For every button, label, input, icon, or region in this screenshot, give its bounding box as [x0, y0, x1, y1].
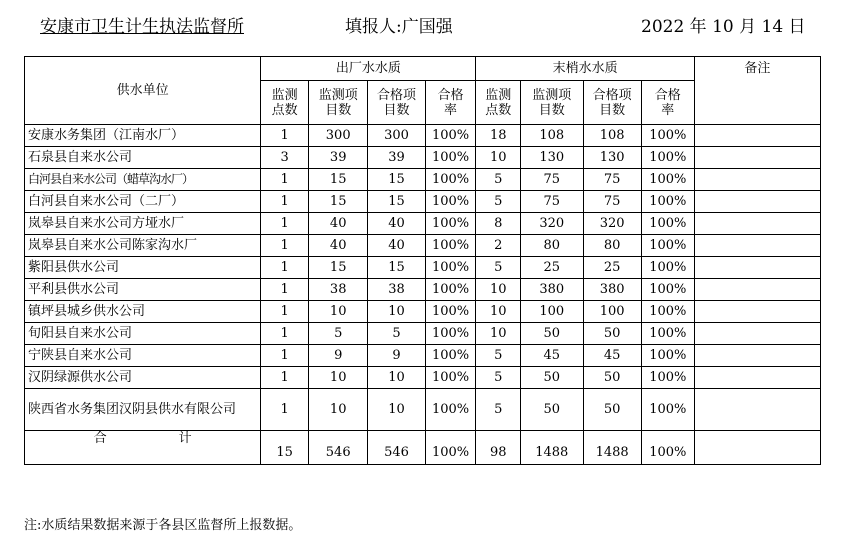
cell-outlet-points: 1: [261, 389, 309, 431]
cell-terminal-items: 45: [520, 345, 583, 367]
cell-terminal-rate: 100%: [641, 389, 694, 431]
sub-header-items: 监测项 目数: [520, 81, 583, 125]
col-header-remark: 备注: [694, 57, 820, 125]
cell-outlet-items: 10: [309, 301, 368, 323]
cell-terminal-rate: 100%: [641, 169, 694, 191]
cell-outlet-qualified: 9: [368, 345, 425, 367]
table-row: [25, 389, 821, 431]
table-row: [25, 301, 821, 323]
cell-outlet-items: 10: [309, 367, 368, 389]
cell-unit: 岚皋县自来水公司方垭水厂: [25, 213, 261, 235]
total-terminal-items: 1488: [520, 431, 583, 465]
cell-remark: [694, 125, 820, 147]
group-header-terminal: 末梢水水质: [476, 57, 694, 81]
sub-header-qualified: 合格项 目数: [368, 81, 425, 125]
total-outlet-points: 15: [261, 431, 309, 465]
cell-outlet-items: 300: [309, 125, 368, 147]
cell-outlet-rate: 100%: [425, 367, 476, 389]
table-row: [25, 169, 821, 191]
cell-unit: 宁陕县自来水公司: [25, 345, 261, 367]
cell-remark: [694, 235, 820, 257]
cell-unit: 白河县自来水公司（蜡草沟水厂）: [25, 169, 261, 191]
cell-terminal-points: 10: [476, 147, 521, 169]
cell-terminal-qualified: 50: [583, 323, 641, 345]
cell-outlet-points: 1: [261, 213, 309, 235]
sub-header-points: 监测 点数: [476, 81, 521, 125]
cell-terminal-items: 100: [520, 301, 583, 323]
cell-outlet-qualified: 10: [368, 367, 425, 389]
table-row: [25, 235, 821, 257]
cell-terminal-qualified: 100: [583, 301, 641, 323]
table-row: [25, 213, 821, 235]
cell-unit: 紫阳县供水公司: [25, 257, 261, 279]
cell-outlet-rate: 100%: [425, 147, 476, 169]
cell-unit: 安康水务集团（江南水厂）: [25, 125, 261, 147]
cell-terminal-points: 8: [476, 213, 521, 235]
cell-terminal-qualified: 380: [583, 279, 641, 301]
cell-terminal-items: 50: [520, 367, 583, 389]
cell-terminal-points: 5: [476, 257, 521, 279]
cell-terminal-points: 18: [476, 125, 521, 147]
cell-remark: [694, 323, 820, 345]
cell-terminal-rate: 100%: [641, 191, 694, 213]
group-header-outlet: 出厂水水质: [261, 57, 476, 81]
sub-header-rate: 合格 率: [641, 81, 694, 125]
cell-terminal-items: 75: [520, 169, 583, 191]
total-outlet-rate: 100%: [425, 431, 476, 465]
cell-terminal-rate: 100%: [641, 147, 694, 169]
cell-outlet-rate: 100%: [425, 169, 476, 191]
cell-terminal-qualified: 75: [583, 191, 641, 213]
cell-outlet-items: 40: [309, 213, 368, 235]
cell-terminal-rate: 100%: [641, 235, 694, 257]
cell-remark: [694, 367, 820, 389]
cell-remark: [694, 345, 820, 367]
cell-outlet-points: 1: [261, 345, 309, 367]
cell-outlet-qualified: 10: [368, 301, 425, 323]
cell-unit: 白河县自来水公司（二厂）: [25, 191, 261, 213]
total-terminal-rate: 100%: [641, 431, 694, 465]
table-row: [25, 147, 821, 169]
cell-remark: [694, 147, 820, 169]
cell-terminal-qualified: 75: [583, 169, 641, 191]
cell-terminal-rate: 100%: [641, 213, 694, 235]
cell-unit: 石泉县自来水公司: [25, 147, 261, 169]
cell-outlet-rate: 100%: [425, 345, 476, 367]
cell-terminal-points: 5: [476, 169, 521, 191]
water-quality-table: [24, 56, 821, 465]
cell-outlet-qualified: 5: [368, 323, 425, 345]
cell-outlet-items: 15: [309, 257, 368, 279]
cell-outlet-items: 5: [309, 323, 368, 345]
sub-header-qualified: 合格项 目数: [583, 81, 641, 125]
cell-terminal-qualified: 50: [583, 367, 641, 389]
cell-terminal-items: 50: [520, 389, 583, 431]
cell-terminal-points: 2: [476, 235, 521, 257]
footnote: 注:水质结果数据来源于各县区监督所上报数据。: [24, 518, 302, 533]
cell-remark: [694, 279, 820, 301]
table-row: [25, 257, 821, 279]
cell-terminal-items: 25: [520, 257, 583, 279]
report-date: 2022 年 10 月 14 日: [641, 17, 806, 37]
cell-outlet-rate: 100%: [425, 125, 476, 147]
cell-outlet-rate: 100%: [425, 301, 476, 323]
cell-remark: [694, 389, 820, 431]
cell-outlet-qualified: 10: [368, 389, 425, 431]
cell-unit: 岚皋县自来水公司陈家沟水厂: [25, 235, 261, 257]
cell-unit: 陕西省水务集团汉阴县供水有限公司: [25, 389, 261, 431]
cell-outlet-qualified: 15: [368, 169, 425, 191]
cell-outlet-rate: 100%: [425, 191, 476, 213]
cell-outlet-qualified: 40: [368, 235, 425, 257]
cell-outlet-points: 1: [261, 301, 309, 323]
cell-outlet-points: 1: [261, 191, 309, 213]
cell-outlet-rate: 100%: [425, 257, 476, 279]
cell-terminal-qualified: 80: [583, 235, 641, 257]
sub-header-items: 监测项 目数: [309, 81, 368, 125]
cell-remark: [694, 191, 820, 213]
cell-outlet-points: 1: [261, 279, 309, 301]
table-row: [25, 345, 821, 367]
cell-unit: 旬阳县自来水公司: [25, 323, 261, 345]
cell-terminal-points: 10: [476, 323, 521, 345]
cell-outlet-qualified: 38: [368, 279, 425, 301]
cell-outlet-rate: 100%: [425, 235, 476, 257]
cell-outlet-points: 1: [261, 169, 309, 191]
cell-terminal-rate: 100%: [641, 125, 694, 147]
table-row: [25, 191, 821, 213]
cell-terminal-items: 130: [520, 147, 583, 169]
cell-outlet-points: 3: [261, 147, 309, 169]
cell-unit: 平利县供水公司: [25, 279, 261, 301]
cell-outlet-items: 10: [309, 389, 368, 431]
total-terminal-qualified: 1488: [583, 431, 641, 465]
table-row: [25, 279, 821, 301]
total-label: 合 计: [25, 431, 261, 465]
cell-outlet-points: 1: [261, 235, 309, 257]
cell-outlet-items: 15: [309, 191, 368, 213]
cell-outlet-items: 40: [309, 235, 368, 257]
col-header-unit: 供水单位: [25, 57, 261, 125]
total-row: [25, 431, 821, 465]
sub-header-points: 监测 点数: [261, 81, 309, 125]
cell-terminal-items: 80: [520, 235, 583, 257]
cell-outlet-items: 38: [309, 279, 368, 301]
cell-outlet-rate: 100%: [425, 323, 476, 345]
cell-terminal-qualified: 50: [583, 389, 641, 431]
cell-outlet-items: 9: [309, 345, 368, 367]
cell-outlet-points: 1: [261, 367, 309, 389]
table-row: [25, 125, 821, 147]
cell-terminal-items: 320: [520, 213, 583, 235]
total-remark: [694, 431, 820, 465]
cell-outlet-qualified: 40: [368, 213, 425, 235]
table-row: [25, 323, 821, 345]
cell-terminal-items: 380: [520, 279, 583, 301]
sub-header-rate: 合格 率: [425, 81, 476, 125]
cell-outlet-qualified: 39: [368, 147, 425, 169]
header-row-groups: [25, 57, 821, 81]
cell-outlet-qualified: 15: [368, 191, 425, 213]
cell-unit: 镇坪县城乡供水公司: [25, 301, 261, 323]
cell-terminal-qualified: 25: [583, 257, 641, 279]
cell-unit: 汉阴绿源供水公司: [25, 367, 261, 389]
cell-terminal-rate: 100%: [641, 367, 694, 389]
cell-terminal-rate: 100%: [641, 279, 694, 301]
cell-terminal-points: 5: [476, 345, 521, 367]
cell-outlet-points: 1: [261, 323, 309, 345]
cell-terminal-points: 5: [476, 191, 521, 213]
total-terminal-points: 98: [476, 431, 521, 465]
cell-terminal-points: 10: [476, 301, 521, 323]
cell-outlet-rate: 100%: [425, 213, 476, 235]
cell-terminal-rate: 100%: [641, 323, 694, 345]
cell-terminal-items: 108: [520, 125, 583, 147]
cell-remark: [694, 213, 820, 235]
cell-outlet-items: 15: [309, 169, 368, 191]
cell-terminal-rate: 100%: [641, 257, 694, 279]
cell-terminal-points: 5: [476, 367, 521, 389]
cell-outlet-rate: 100%: [425, 279, 476, 301]
cell-remark: [694, 257, 820, 279]
cell-outlet-items: 39: [309, 147, 368, 169]
table-row: [25, 367, 821, 389]
total-outlet-items: 546: [309, 431, 368, 465]
cell-remark: [694, 301, 820, 323]
cell-outlet-rate: 100%: [425, 389, 476, 431]
cell-terminal-points: 10: [476, 279, 521, 301]
cell-remark: [694, 169, 820, 191]
cell-terminal-rate: 100%: [641, 345, 694, 367]
cell-terminal-qualified: 320: [583, 213, 641, 235]
cell-terminal-items: 75: [520, 191, 583, 213]
cell-outlet-points: 1: [261, 257, 309, 279]
cell-terminal-items: 50: [520, 323, 583, 345]
total-outlet-qualified: 546: [368, 431, 425, 465]
cell-terminal-qualified: 108: [583, 125, 641, 147]
cell-terminal-qualified: 130: [583, 147, 641, 169]
filler-name: 填报人:广国强: [345, 17, 453, 37]
cell-outlet-points: 1: [261, 125, 309, 147]
cell-outlet-qualified: 15: [368, 257, 425, 279]
cell-terminal-qualified: 45: [583, 345, 641, 367]
cell-terminal-points: 5: [476, 389, 521, 431]
cell-outlet-qualified: 300: [368, 125, 425, 147]
organization-title: 安康市卫生计生执法监督所: [40, 17, 244, 37]
cell-terminal-rate: 100%: [641, 301, 694, 323]
